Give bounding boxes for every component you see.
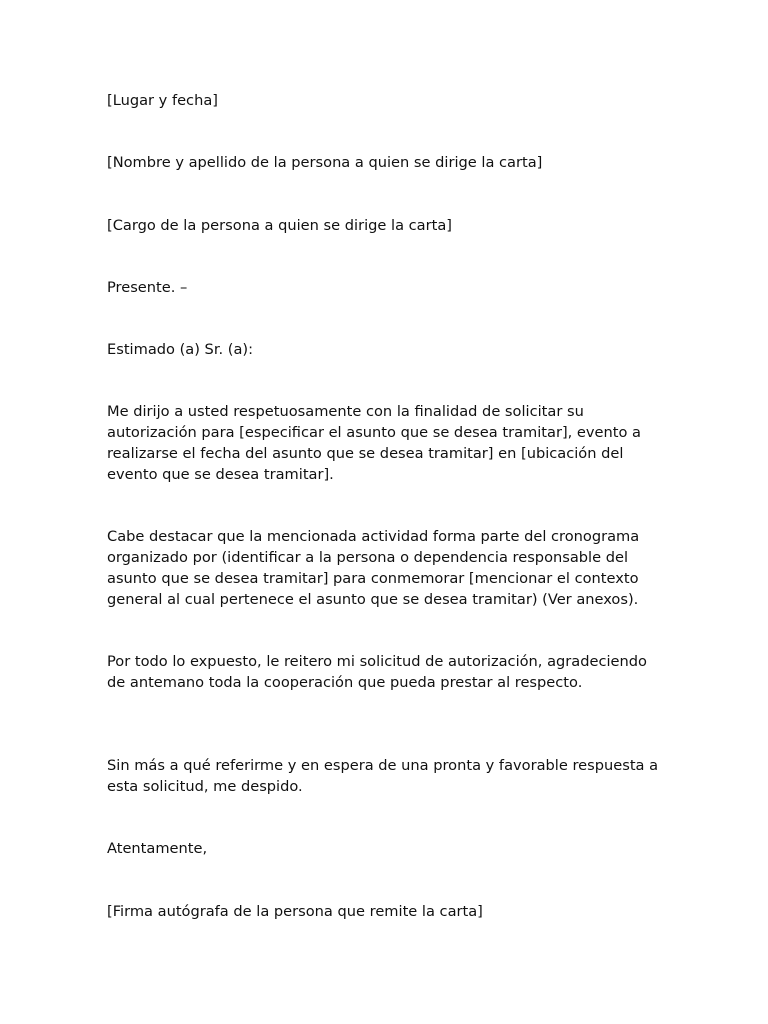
place-date: [Lugar y fecha] — [107, 92, 218, 109]
present-line: Presente. – — [107, 279, 188, 296]
signature-placeholder: [Firma autógrafa de la persona que remite la carta] — [107, 903, 483, 920]
body-paragraph-3: Por todo lo expuesto, le reitero mi solicitud de autorización, agradeciendo de antemano toda la cooperación que pueda prestar al respecto. — [107, 653, 647, 691]
salutation: Estimado (a) Sr. (a): — [107, 341, 254, 358]
body-paragraph-4: Sin más a qué referirme y en espera de una pronta y favorable respuesta a esta solicitud, me despido. — [107, 757, 659, 795]
recipient-name: [Nombre y apellido de la persona a quien se dirige la carta] — [107, 154, 543, 171]
body-paragraph-1: Me dirijo a usted respetuosamente con la finalidad de solicitar su autorización para [especificar el asunto que se desea tramitar], evento a realizarse el fecha del asunto que se desea tramitar] en [ubicación del evento que se desea tramitar]. — [107, 403, 641, 483]
closing: Atentamente, — [107, 840, 208, 857]
body-paragraph-2: Cabe destacar que la mencionada actividad forma parte del cronograma organizado por (identificar a la persona o dependencia responsable del asunto que se desea tramitar] para conmemorar [mencionar el contexto general al cual pertenece el asunto que se desea tramitar) (Ver anexos). — [107, 528, 640, 608]
recipient-position: [Cargo de la persona a quien se dirige la carta] — [107, 217, 452, 234]
